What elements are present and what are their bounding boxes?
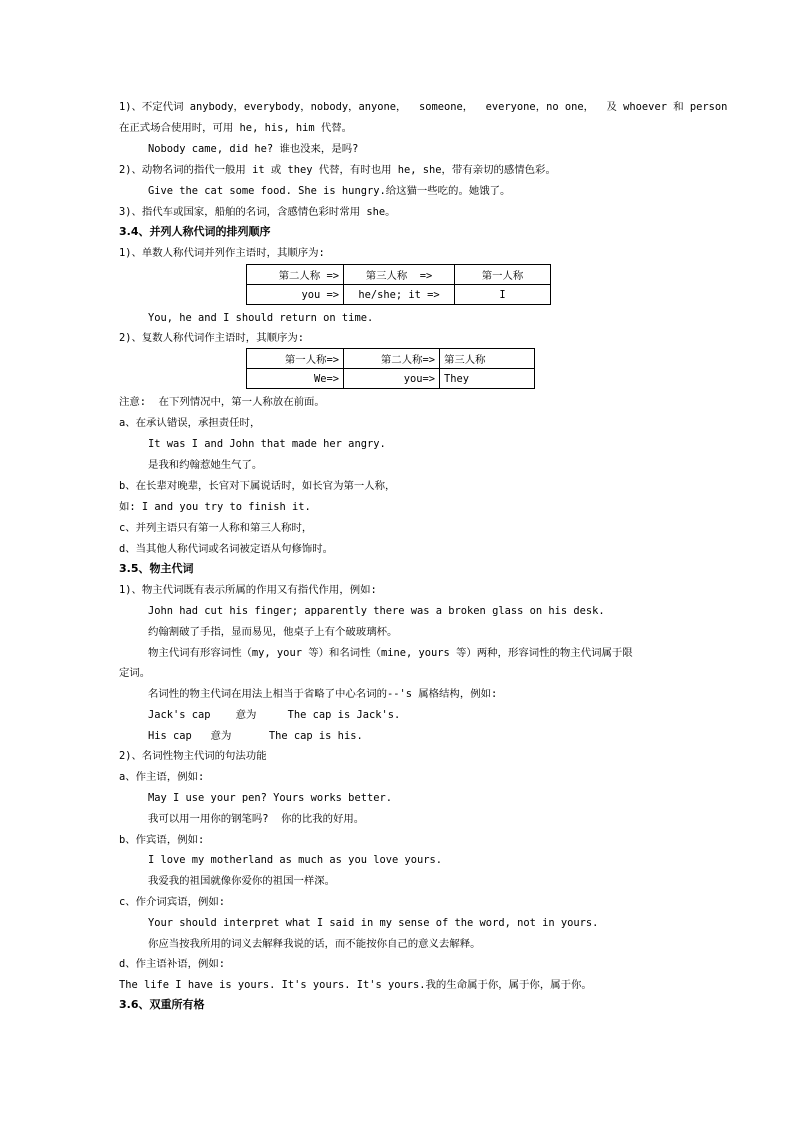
text-line: a、作主语，例如:	[119, 771, 205, 783]
text-line: 你应当按我所用的词义去解释我说的话，而不能按你自己的意义去解释。	[148, 938, 481, 950]
text-line: 2)、复数人称代词作主语时，其顺序为:	[119, 332, 305, 344]
text-line: d、作主语补语，例如:	[119, 958, 226, 970]
text-line: 注意: 在下列情况中，第一人称放在前面。	[119, 396, 325, 408]
text-line: 定词。	[119, 667, 151, 679]
text-line: 在正式场合使用时，可用 he, his, him 代替。	[119, 122, 353, 134]
table-cell: We=>	[247, 369, 344, 389]
text-line: The life I have is yours. It's yours. It's yours.我的生命属于你，属于你，属于你。	[119, 979, 592, 991]
text-line: It was I and John that made her angry.	[148, 438, 386, 450]
text-line: John had cut his finger; apparently there was a broken glass on his desk.	[148, 605, 605, 617]
text-line: 2)、名词性物主代词的句法功能	[119, 750, 267, 762]
table-cell: you =>	[247, 285, 344, 305]
text-line: I love my motherland as much as you love yours.	[148, 854, 443, 866]
text-line: c、作介词宾语，例如:	[119, 896, 226, 908]
text-line: 是我和约翰惹她生气了。	[148, 459, 263, 471]
table-cell: he/she; it =>	[344, 285, 455, 305]
table-cell: 第一人称	[455, 265, 551, 285]
text-line: Nobody came, did he? 谁也没来，是吗?	[148, 143, 359, 155]
table-cell: They	[440, 369, 535, 389]
text-line: 如: I and you try to finish it.	[119, 501, 311, 513]
text-line: 约翰割破了手指，显而易见，他桌子上有个破玻璃杯。	[148, 626, 398, 638]
section-heading: 3.6、双重所有格	[119, 998, 205, 1011]
table-cell: you=>	[344, 369, 440, 389]
text-line: 3)、指代车或国家，船舶的名词，含感情色彩时常用 she。	[119, 206, 396, 218]
text-line: 我可以用一用你的钢笔吗? 你的比我的好用。	[148, 813, 365, 825]
text-line: 1)、单数人称代词并列作主语时，其顺序为:	[119, 247, 325, 259]
text-line: b、在长辈对晚辈，长官对下属说话时，如长官为第一人称，	[119, 480, 396, 492]
table-cell: 第一人称=>	[247, 349, 344, 369]
table-cell: 第二人称=>	[344, 349, 440, 369]
text-line: 名词性的物主代词在用法上相当于省略了中心名词的--'s 属格结构，例如:	[148, 688, 498, 700]
plural-order-table	[246, 348, 535, 389]
table-cell: 第三人称	[440, 349, 535, 369]
text-line: 我爱我的祖国就像你爱你的祖国一样深。	[148, 875, 336, 887]
table-cell: I	[455, 285, 551, 305]
text-line: 物主代词有形容词性（my, your 等）和名词性（mine, yours 等）两种，形容词性的物主代词属于限	[148, 647, 633, 659]
singular-order-table	[246, 264, 551, 305]
text-line: 1)、不定代词 anybody，everybody，nobody，anyone， someone， everyone，no one， 及 whoever 和 person	[119, 101, 728, 113]
table-cell: 第二人称 =>	[247, 265, 344, 285]
text-line: c、并列主语只有第一人称和第三人称时，	[119, 522, 313, 534]
text-line: May I use your pen? Yours works better.	[148, 792, 392, 804]
section-heading: 3.4、并列人称代词的排列顺序	[119, 225, 271, 238]
text-line: 2)、动物名词的指代一般用 it 或 they 代替，有时也用 he, she，带有亲切的感情色彩。	[119, 164, 556, 176]
text-line: d、当其他人称代词或名词被定语从句修饰时。	[119, 543, 334, 555]
table-cell: 第三人称 =>	[344, 265, 455, 285]
text-line: You, he and I should return on time.	[148, 312, 374, 324]
text-line: Your should interpret what I said in my sense of the word, not in yours.	[148, 917, 599, 929]
text-line: Give the cat some food. She is hungry.给这猫一些吃的。她饿了。	[148, 185, 511, 197]
text-line: Jack's cap 意为 The cap is Jack's.	[148, 709, 401, 721]
text-line: 1)、物主代词既有表示所属的作用又有指代作用，例如:	[119, 584, 377, 596]
text-line: a、在承认错误，承担责任时，	[119, 417, 261, 429]
section-heading: 3.5、物主代词	[119, 562, 194, 575]
text-line: b、作宾语，例如:	[119, 834, 205, 846]
text-line: His cap 意为 The cap is his.	[148, 730, 363, 742]
